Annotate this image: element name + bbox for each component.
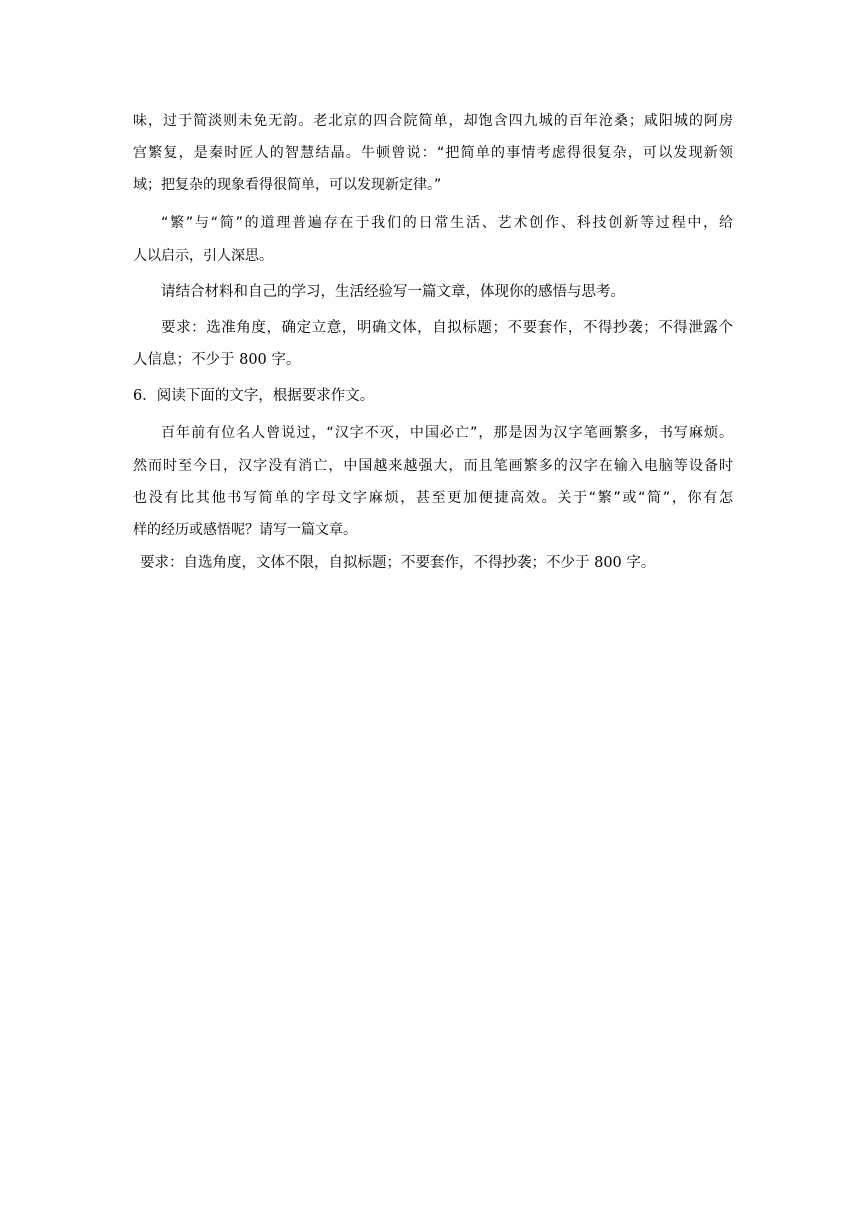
passage-a-requirement-line-2: 人信息；不少于 800 字。 — [133, 352, 301, 368]
passage-a-line-4: “繁”与“简”的道理普遍存在于我们的日常生活、艺术创作、科技创新等过程中，给 — [161, 215, 733, 231]
passage-a-line-3: 域；把复杂的现象看得很简单，可以发现新定律。” — [133, 177, 442, 193]
passage-a-line-1: 味，过于简淡则未免无韵。老北京的四合院简单，却饱含四九城的百年沧桑；咸阳城的阿房 — [133, 113, 733, 129]
question-6-line-1: 百年前有位名人曾说过，“汉字不灭，中国必亡”，那是因为汉字笔画繁多，书写麻烦。 — [161, 425, 733, 441]
passage-a-line-5: 人以启示，引人深思。 — [133, 248, 273, 264]
passage-a-line-2: 宫繁复，是秦时匠人的智慧结晶。牛顿曾说：“把简单的事情考虑得很复杂，可以发现新领 — [133, 145, 733, 161]
question-6-heading: 6．阅读下面的文字，根据要求作文。 — [133, 388, 375, 404]
question-6-line-3: 也没有比其他书写简单的字母文字麻烦，甚至更加便捷高效。关于“繁”或“简”，你有怎 — [133, 490, 733, 506]
question-6-requirement: 要求：自选角度，文体不限，自拟标题；不要套作，不得抄袭；不少于 800 字。 — [140, 555, 656, 571]
question-6-line-2: 然而时至今日，汉字没有消亡，中国越来越强大，而且笔画繁多的汉字在输入电脑等设备时 — [133, 458, 733, 474]
passage-a-requirement-line-1: 要求：选准角度，确定立意，明确文体，自拟标题；不要套作，不得抄袭；不得泄露个 — [161, 320, 733, 336]
question-6-line-4: 样的经历或感悟呢？请写一篇文章。 — [133, 522, 357, 538]
passage-a-prompt: 请结合材料和自己的学习，生活经验写一篇文章，体现你的感悟与思考。 — [161, 284, 625, 300]
